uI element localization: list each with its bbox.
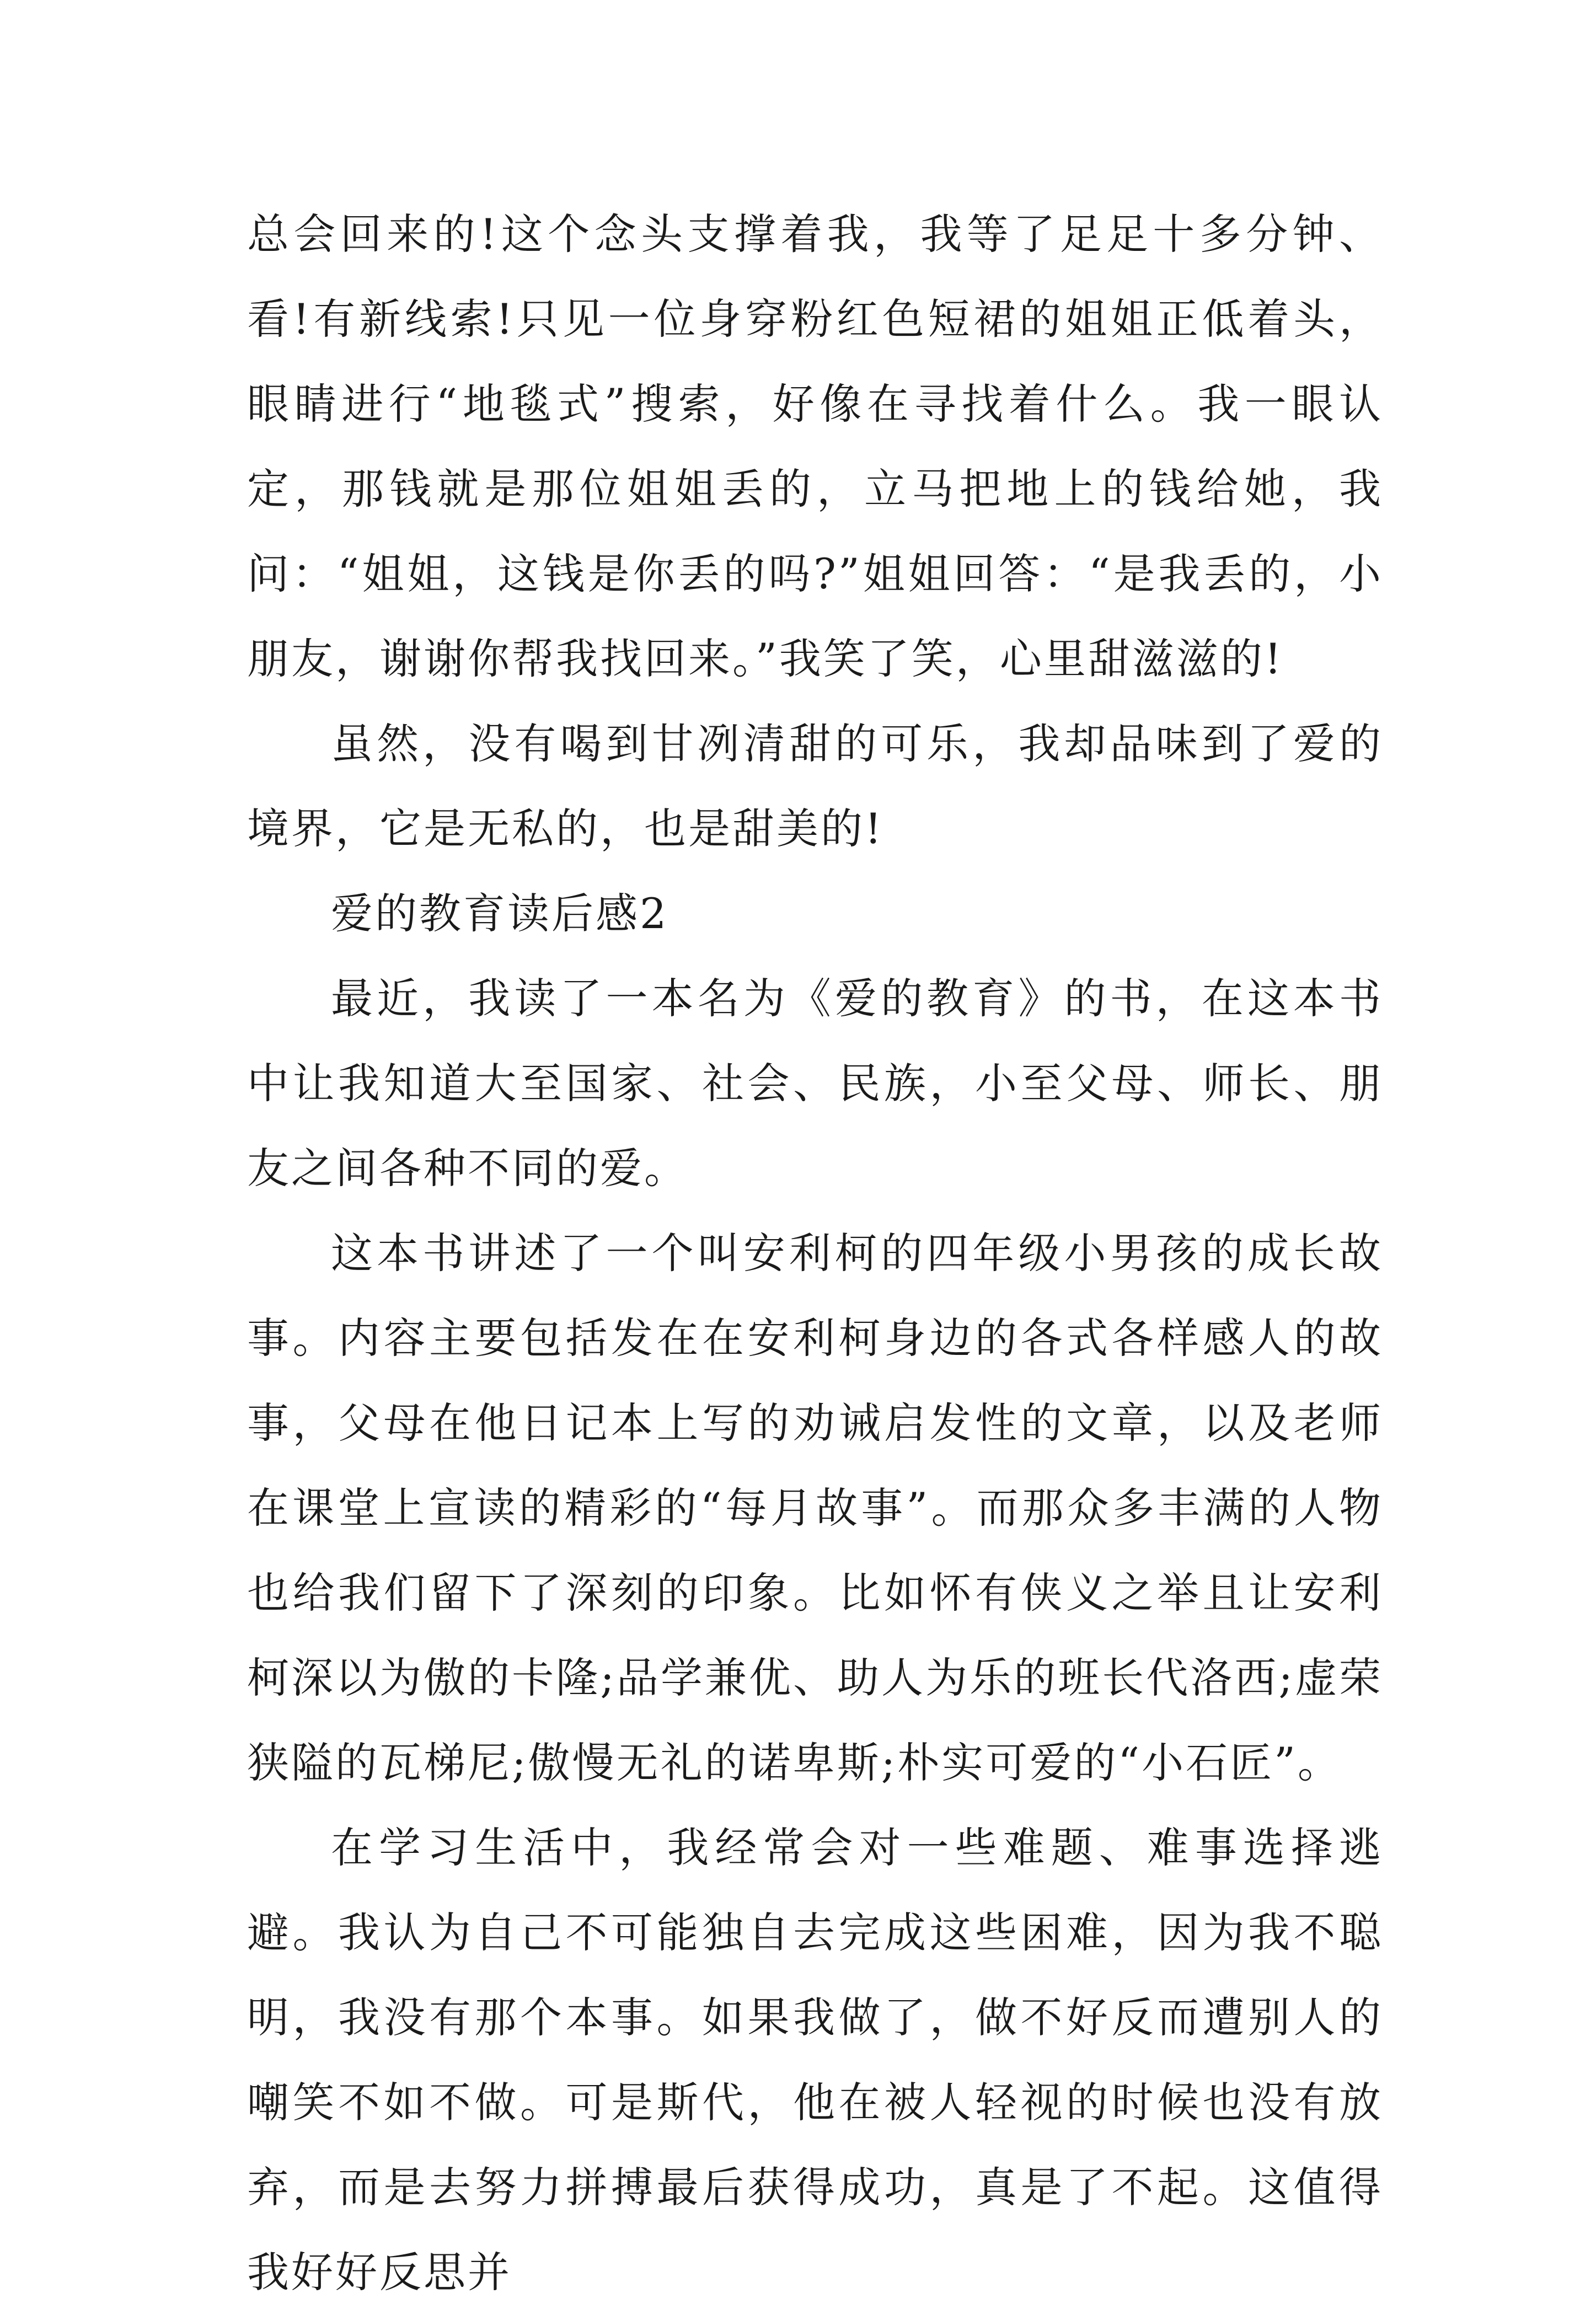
paragraph-reflection: 在学习生活中，我经常会对一些难题、难事选择逃避。我认为自己不可能独自去完成这些困难，因为我不聪明，我没有那个本事。如果我做了，做不好反而遭别人的嘲笑不如不做。可是斯代，他在被人轻视的时候也没有放弃，而是去努力拼搏最后获得成功，真是了不起。这值得我好好反思并 bbox=[247, 1823, 1383, 2297]
section-heading: 爱的教育读后感2 bbox=[331, 889, 669, 938]
document-body bbox=[247, 192, 1383, 2315]
paragraph-intro: 最近，我读了一本名为《爱的教育》的书，在这本书中让我知道大至国家、社会、民族，小至父母、师长、朋友之间各种不同的爱。 bbox=[247, 974, 1383, 1193]
paragraph-continuation: 总会回来的!这个念头支撑着我，我等了足足十多分钟、看!有新线索!只见一位身穿粉红色短裙的姐姐正低着头，眼睛进行“地毯式”搜索，好像在寻找着什么。我一眼认定，那钱就是那位姐姐丢的，立马把地上的钱给她，我问：“姐姐，这钱是你丢的吗?”姐姐回答：“是我丢的，小朋友，谢谢你帮我找回来。”我笑了笑，心里甜滋滋的! bbox=[247, 210, 1383, 683]
paragraph-summary: 这本书讲述了一个叫安利柯的四年级小男孩的成长故事。内容主要包括发在在安利柯身边的各式各样感人的故事，父母在他日记本上写的劝诫启发性的文章，以及老师在课堂上宣读的精彩的“每月故事”。而那众多丰满的人物也给我们留下了深刻的印象。比如怀有侠义之举且让安利柯深以为傲的卡隆;品学兼优、助人为乐的班长代洛西;虚荣狭隘的瓦梯尼;傲慢无礼的诺卑斯;朴实可爱的“小石匠”。 bbox=[247, 1229, 1383, 1787]
paragraph-conclusion: 虽然，没有喝到甘冽清甜的可乐，我却品味到了爱的境界，它是无私的，也是甜美的! bbox=[247, 719, 1383, 853]
